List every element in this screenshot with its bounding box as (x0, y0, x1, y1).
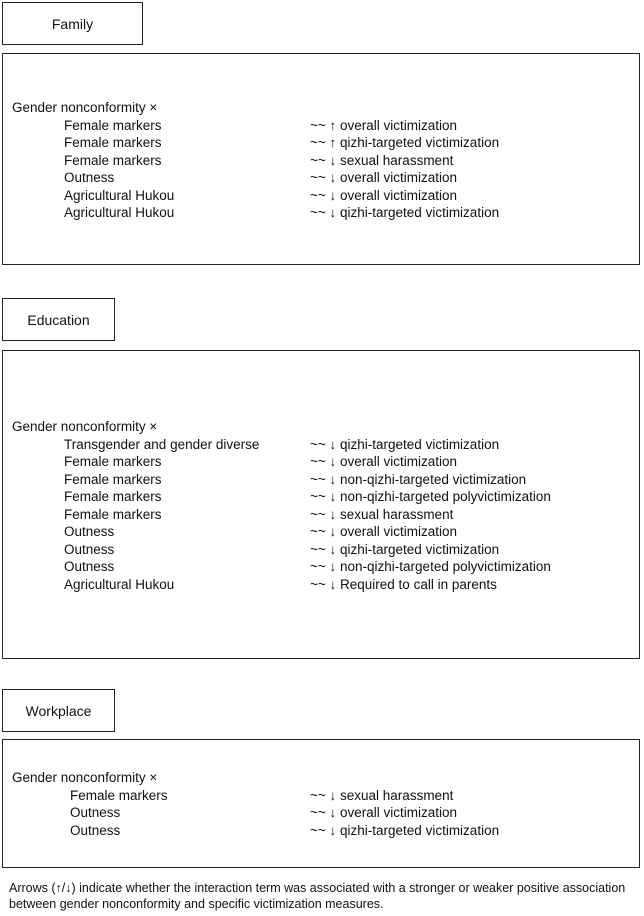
row-effect: ~~ ↓ non-qizhi-targeted victimization (310, 471, 527, 487)
row-effect: ~~ ↓ overall victimization (310, 805, 458, 820)
family-row (12, 204, 639, 222)
education-row (12, 558, 639, 576)
row-effect: ~~ ↓ non-qizhi-targeted polyvictimization (310, 559, 551, 574)
education-label-box (2, 298, 115, 341)
workplace-row (12, 804, 639, 822)
family-heading: Gender nonconformity × (12, 100, 158, 115)
education-content (12, 418, 639, 593)
row-effect: ~~ ↓ Required to call in parents (310, 576, 497, 592)
family-label-box (2, 2, 143, 45)
family-row (12, 117, 639, 135)
education-row (12, 436, 639, 454)
education-label: Education (27, 311, 90, 328)
row-condition: Female markers (64, 152, 162, 168)
row-effect: ~~ ↓ qizhi-targeted victimization (310, 205, 500, 220)
workplace-label-box (2, 689, 115, 732)
education-row (12, 488, 639, 506)
workplace-panel (2, 739, 640, 868)
family-content (12, 99, 639, 222)
row-condition: Transgender and gender diverse (64, 436, 260, 452)
row-condition: Outness (64, 559, 115, 574)
row-effect: ~~ ↓ non-qizhi-targeted polyvictimization (310, 489, 551, 504)
family-row (12, 152, 639, 170)
row-effect: ~~ ↓ overall victimization (310, 524, 458, 539)
row-effect: ~~ ↓ sexual harassment (310, 152, 454, 168)
family-row (12, 187, 639, 205)
row-condition: Outness (64, 524, 115, 539)
workplace-content (12, 769, 639, 839)
row-condition: Female markers (64, 117, 162, 133)
education-row (12, 471, 639, 489)
family-panel (2, 53, 640, 265)
row-condition: Female markers (64, 489, 162, 504)
workplace-row (12, 822, 639, 840)
education-panel (2, 350, 640, 659)
row-condition: Agricultural Hukou (64, 187, 175, 203)
education-row (12, 453, 639, 471)
workplace-heading: Gender nonconformity × (12, 770, 158, 785)
workplace-row (12, 787, 639, 805)
education-row (12, 576, 639, 594)
row-condition: Agricultural Hukou (64, 205, 175, 220)
family-label: Family (51, 15, 94, 32)
row-condition: Outness (70, 822, 121, 838)
row-condition: Agricultural Hukou (64, 576, 175, 592)
family-row (12, 169, 639, 187)
row-effect: ~~ ↓ sexual harassment (310, 506, 454, 522)
workplace-label: Workplace (25, 702, 92, 719)
row-effect: ~~ ↓ overall victimization (310, 454, 458, 469)
row-condition: Female markers (70, 787, 168, 803)
row-condition: Female markers (64, 454, 162, 469)
footnote: Arrows (↑/↓) indicate whether the interaction term was associated with a stronger or weaker positive association between gender nonconformity and specific victimization measures. (9, 881, 626, 911)
row-effect: ~~ ↑ overall victimization (310, 117, 458, 133)
row-condition: Outness (64, 170, 115, 185)
row-effect: ~~ ↓ qizhi-targeted victimization (310, 822, 500, 838)
education-row (12, 541, 639, 559)
row-effect: ~~ ↓ qizhi-targeted victimization (310, 436, 500, 452)
row-condition: Female markers (64, 471, 162, 487)
row-effect: ~~ ↑ qizhi-targeted victimization (310, 135, 500, 150)
row-condition: Female markers (64, 506, 162, 522)
row-effect: ~~ ↓ qizhi-targeted victimization (310, 541, 500, 557)
education-heading: Gender nonconformity × (12, 419, 158, 434)
education-row (12, 523, 639, 541)
row-condition: Outness (70, 805, 121, 820)
row-condition: Outness (64, 541, 115, 557)
family-row (12, 134, 639, 152)
education-row (12, 506, 639, 524)
row-condition: Female markers (64, 135, 162, 150)
row-effect: ~~ ↓ overall victimization (310, 187, 458, 203)
row-effect: ~~ ↓ sexual harassment (310, 787, 454, 803)
row-effect: ~~ ↓ overall victimization (310, 170, 458, 185)
